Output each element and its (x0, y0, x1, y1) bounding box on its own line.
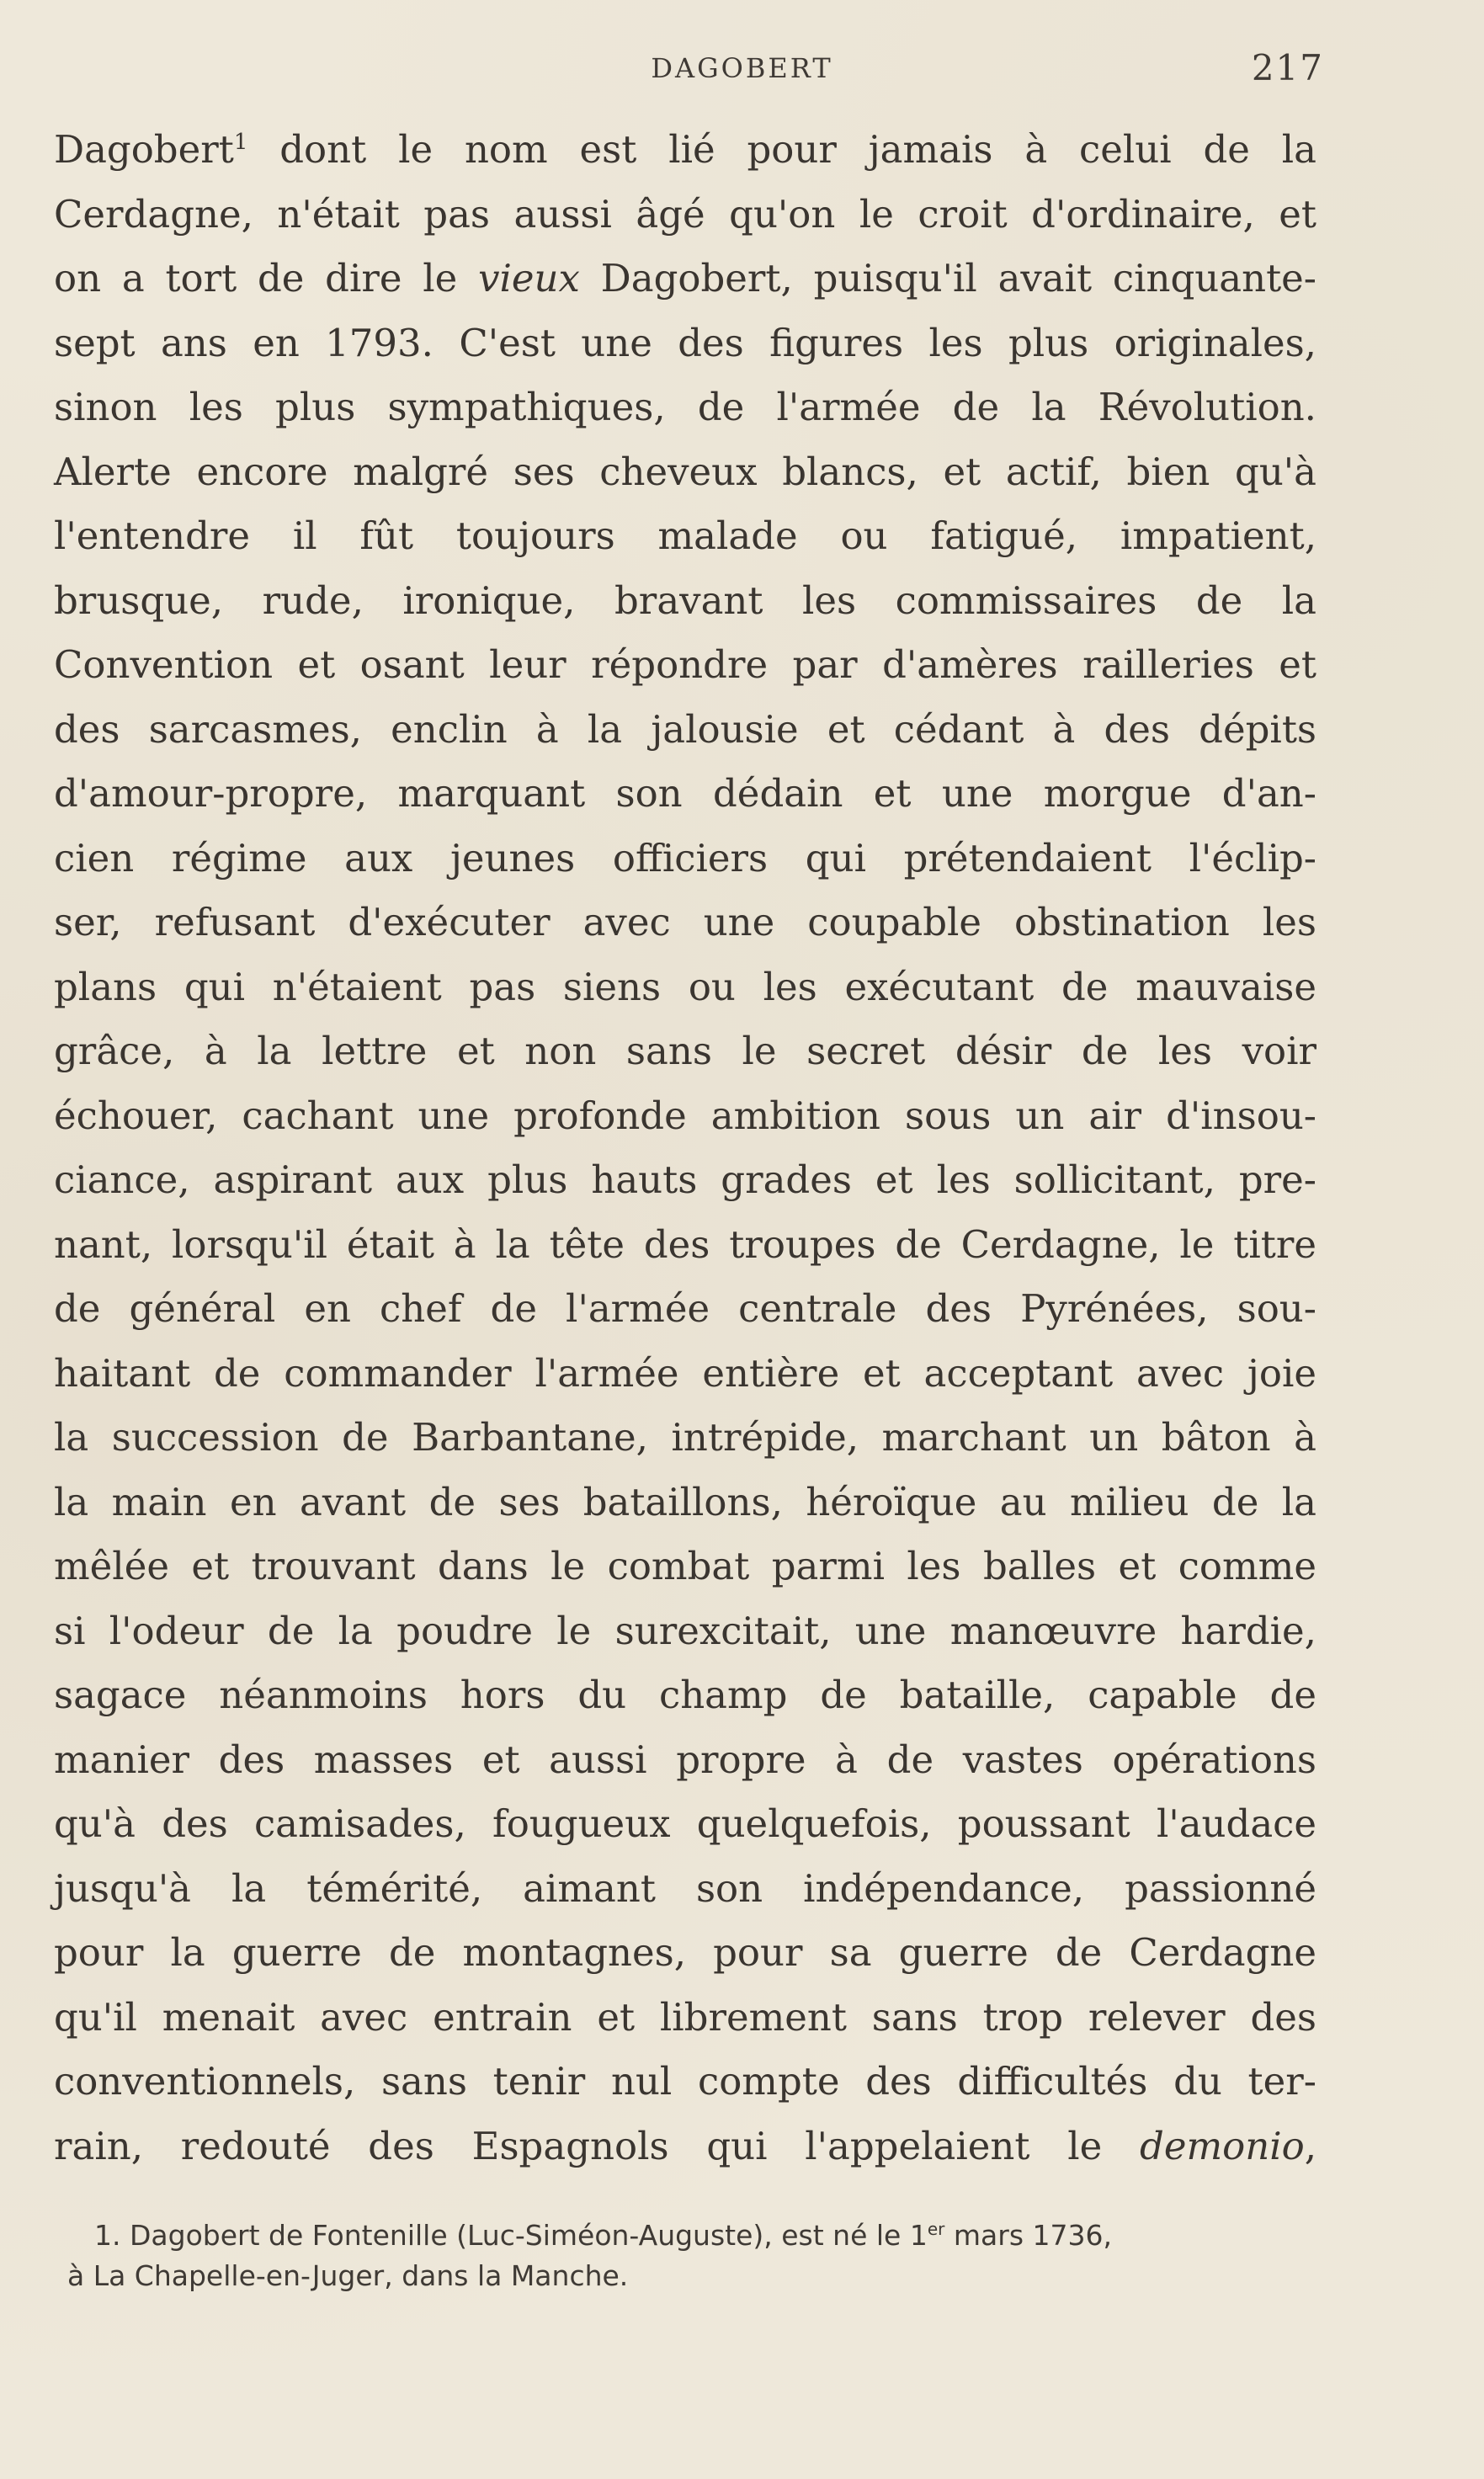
text-line: jusqu'à la témérité, aimant son indépendance, passionné (54, 1865, 1316, 1911)
text-line: sagace néanmoins hors du champ de bataille, capable de (54, 1673, 1316, 1717)
italic-word: vieux (478, 256, 580, 301)
text-segment: , (1304, 2123, 1316, 2168)
text-line: brusque, rude, ironique, bravant les commissaires de la (54, 577, 1316, 623)
text-line: plans qui n'étaient pas siens ou les exécutant de mauvaise (54, 964, 1316, 1009)
text-line: échouer, cachant une profonde ambition sous un air d'insou- (54, 1093, 1316, 1138)
text-line: pour la guerre de montagnes, pour sa guerre de Cerdagne (54, 1930, 1316, 1975)
footnote-marker: 1. (94, 2219, 121, 2252)
text-line: ser, refusant d'exécuter avec une coupable obstination les (54, 900, 1316, 944)
footnote-text: mars 1736, (944, 2219, 1112, 2252)
text-line: Cerdagne, n'était pas aussi âgé qu'on le croit d'ordinaire, et (54, 191, 1316, 237)
footnote-line: à La Chapelle-en-Juger, dans la Manche. (67, 2259, 629, 2292)
text-line: l'entendre il fût toujours malade ou fatigué, impatient, (54, 513, 1316, 558)
text-line: qu'il menait avec entrain et librement sans trop relever des (54, 1994, 1316, 2040)
footnote (67, 2216, 1355, 2296)
text-line: ciance, aspirant aux plus hauts grades et les sollicitant, pre- (54, 1157, 1316, 1202)
page-number: 217 (1251, 47, 1324, 88)
text-line (54, 2115, 1316, 2179)
text-segment: rain, redouté des Espagnols qui l'appelaient le (54, 2123, 1141, 2168)
text-line: grâce, à la lettre et non sans le secret désir de les voir (54, 1029, 1316, 1073)
text-line: cien régime aux jeunes officiers qui prétendaient l'éclip- (54, 835, 1316, 880)
text-line (54, 118, 1316, 183)
text-line: la main en avant de ses bataillons, héroïque au milieu de la (54, 1479, 1316, 1524)
footnote-text: Dagobert de Fontenille (Luc-Siméon-Auguste), est né le 1 (130, 2219, 928, 2252)
text-line: Convention et osant leur répondre par d'amères railleries et (54, 642, 1316, 687)
running-head (0, 47, 1484, 88)
text-line: de général en chef de l'armée centrale des Pyrénées, sou- (54, 1286, 1316, 1331)
body-paragraph (54, 118, 1316, 2178)
text-line: des sarcasmes, enclin à la jalousie et cédant à des dépits (54, 706, 1316, 752)
text-line: si l'odeur de la poudre le surexcitait, une manœuvre hardie, (54, 1608, 1316, 1653)
text-segment: Dagobert, puisqu'il avait cinquante- (579, 256, 1316, 301)
footnote-reference[interactable]: 1 (233, 130, 248, 155)
text-segment: on a tort de dire le (54, 256, 479, 301)
text-segment: dont le nom est lié pour jamais à celui de la (247, 127, 1316, 172)
text-line: haitant de commander l'armée entière et acceptant avec joie (54, 1350, 1316, 1396)
text-line: mêlée et trouvant dans le combat parmi les balles et comme (54, 1544, 1316, 1588)
running-title: DAGOBERT (651, 52, 833, 84)
italic-word: demonio (1140, 2123, 1305, 2168)
text-line: Alerte encore malgré ses cheveux blancs, et actif, bien qu'à (54, 449, 1316, 494)
text-line: qu'à des camisades, fougueux quelquefois, poussant l'audace (54, 1801, 1316, 1846)
text-line: sept ans en 1793. C'est une des figures les plus originales, (54, 320, 1316, 365)
footnote-line (67, 2216, 1355, 2256)
text-line: manier des masses et aussi propre à de vastes opérations (54, 1737, 1316, 1782)
footnote-superscript: er (927, 2219, 945, 2239)
text-line: d'amour-propre, marquant son dédain et une morgue d'an- (54, 771, 1316, 816)
text-line: nant, lorsqu'il était à la tête des troupes de Cerdagne, le titre (54, 1221, 1316, 1267)
text-line: la succession de Barbantane, intrépide, marchant un bâton à (54, 1415, 1316, 1460)
text-segment: Dagobert (54, 127, 234, 172)
text-line: sinon les plus sympathiques, de l'armée de la Révolution. (54, 385, 1316, 429)
text-line: conventionnels, sans tenir nul compte des difficultés du ter- (54, 2059, 1316, 2104)
text-line (54, 247, 1316, 311)
